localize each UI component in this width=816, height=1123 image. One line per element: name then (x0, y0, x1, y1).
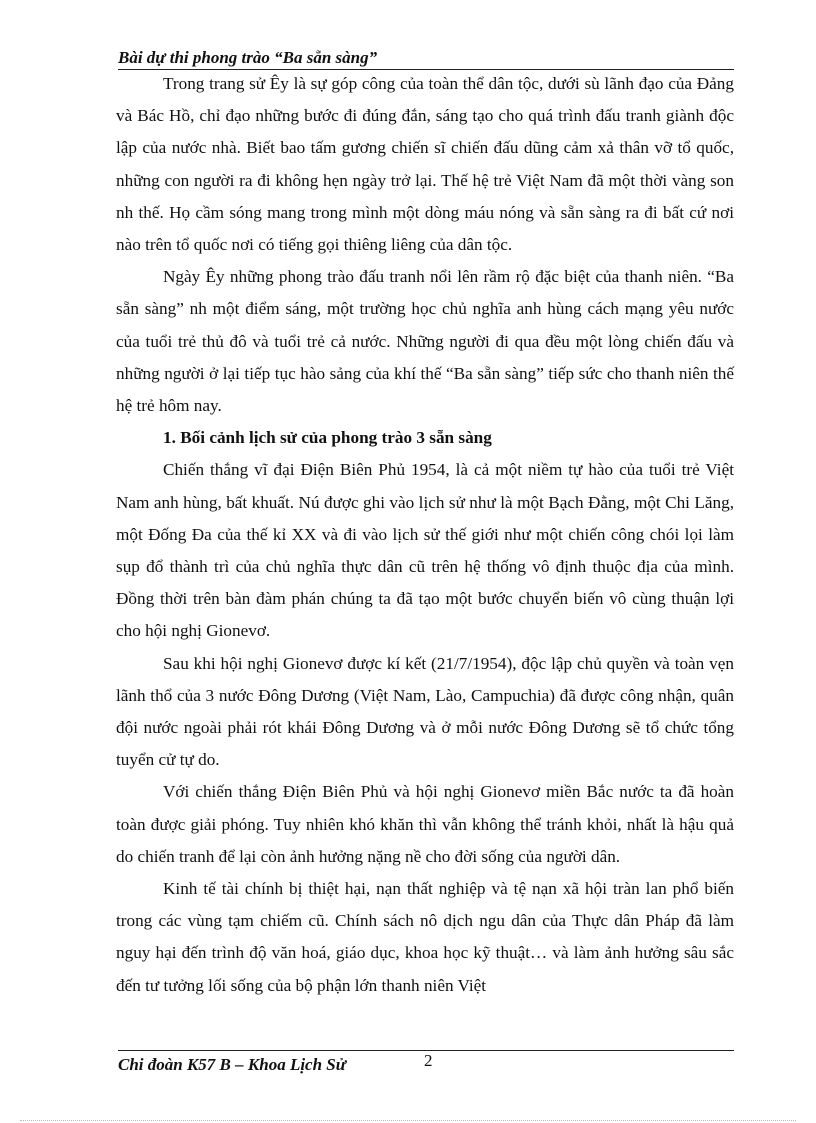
document-body (116, 68, 734, 1002)
section-heading: 1. Bối cảnh lịch sử của phong trào 3 sẵn sàng (163, 428, 492, 448)
page-number: 2 (424, 1051, 433, 1070)
paragraph: Chiến thắng vĩ đại Điện Biên Phủ 1954, là cả một niềm tự hào của tuổi trẻ Việt Nam anh hùng, bất khuất. Nú được ghi vào lịch sử như là một Bạch Đằng, một Chi Lăng, một Đống Đa của thế kỉ XX và đi vào lịch sử thế giới như một chiến công chói lọi làm sụp đổ thành trì của chủ nghĩa thực dân cũ trên hệ thống vô định thuộc địa của mình. Đồng thời trên bàn đàm phán chúng ta đã tạo một bước chuyển biến vô cùng thuận lợi cho hội nghị Gionevơ. (116, 460, 734, 641)
page-break-line (20, 1120, 796, 1121)
page-header: Bài dự thi phong trào “Ba sẵn sàng” (118, 48, 734, 70)
paragraph: Sau khi hội nghị Gionevơ được kí kết (21/7/1954), độc lập chủ quyền và toàn vẹn lãnh thổ của 3 nước Đông Dương (Việt Nam, Lào, Campuchia) đã được công nhận, quân đội nước ngoài phải rót khái Đông Dương và ở mỗi nước Đông Dương sẽ tổ chức tổng tuyển cử tự do. (116, 653, 734, 770)
paragraph: Ngày Êy những phong trào đấu tranh nổi lên rầm rộ đặc biệt của thanh niên. “Ba sẵn sàng” nh một điểm sáng, một trường học chủ nghĩa anh hùng cách mạng yêu nước của tuổi trẻ thủ đô và tuổi trẻ cả nước. Những người đi qua đều một lòng chiến đấu và những người ở lại tiếp tục hào sảng của khí thế “Ba sẵn sàng” tiếp sức cho thanh niên thế hệ trẻ hôm nay. (116, 267, 734, 416)
page-footer: Chi đoàn K57 B – Khoa Lịch Sử (118, 1055, 346, 1074)
paragraph: Với chiến thắng Điện Biên Phủ và hội nghị Gionevơ miền Bắc nước ta đã hoàn toàn được giải phóng. Tuy nhiên khó khăn thì vẫn không thể tránh khỏi, nhất là hậu quả do chiến tranh để lại còn ảnh hưởng nặng nề cho đời sống của người dân. (116, 782, 734, 866)
paragraph: Kinh tế tài chính bị thiệt hại, nạn thất nghiệp và tệ nạn xã hội tràn lan phổ biến trong các vùng tạm chiếm cũ. Chính sách nô dịch ngu dân của Thực dân Pháp đã làm nguy hại đến trình độ văn hoá, giáo dục, khoa học kỹ thuật… và làm ảnh hưởng sâu sắc đến tư tưởng lối sống của bộ phận lớn thanh niên Việt (116, 879, 734, 995)
paragraph: Trong trang sử Êy là sự góp công của toàn thể dân tộc, dưới sù lãnh đạo của Đảng và Bác Hồ, chỉ đạo những bước đi đúng đắn, sáng tạo cho quá trình đấu tranh giành độc lập của nước nhà. Biết bao tấm gương chiến sĩ chiến đấu dũng cảm xả thân vỡ tổ quốc, những con người ra đi không hẹn ngày trở lại. Thế hệ trẻ Việt Nam đã một thời vàng son nh thế. Họ cầm sóng mang trong mình một dòng máu nóng và sẵn sàng ra đi bất cứ nơi nào trên tổ quốc nơi có tiếng gọi thiêng liêng của dân tộc. (116, 74, 734, 255)
